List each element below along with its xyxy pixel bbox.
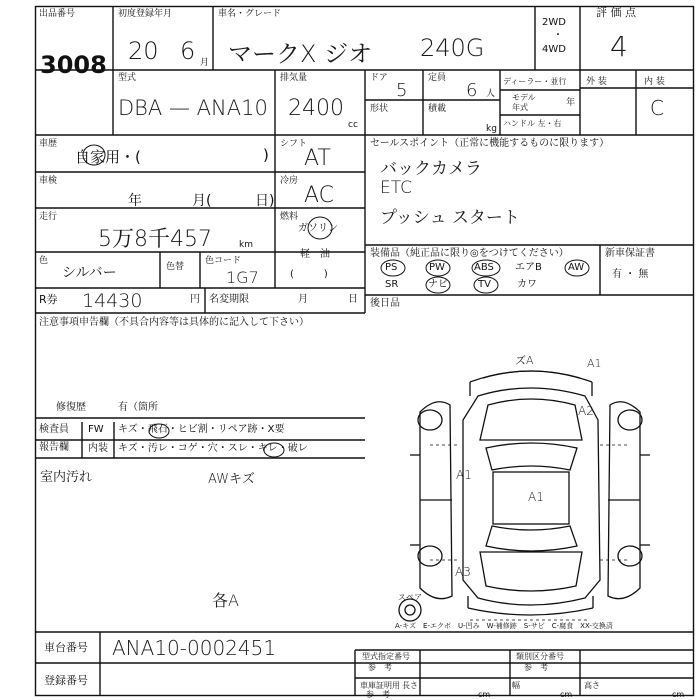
shaken-label: 車検 bbox=[39, 176, 58, 186]
recycle-unit: 円 bbox=[190, 294, 200, 305]
color: シルバー bbox=[62, 265, 117, 281]
width-unit: cm bbox=[560, 690, 573, 699]
car-name: マークX ジオ bbox=[228, 40, 373, 68]
mileage-unit: km bbox=[239, 240, 253, 250]
shaken-day: 日) bbox=[255, 193, 275, 209]
sales-point: バックカメラ bbox=[380, 159, 482, 179]
model-year-label-2: 年式 bbox=[512, 103, 528, 112]
first-registration-label: 初度登録年月 bbox=[118, 9, 173, 19]
color-change-label: 色替 bbox=[166, 262, 185, 272]
shaken-year: 年 bbox=[128, 193, 142, 209]
history-value: 自家用・( bbox=[75, 148, 141, 166]
shape-label: 形状 bbox=[370, 104, 389, 114]
car-name-label: 車名・グレード bbox=[218, 9, 282, 19]
model-year-unit: 年 bbox=[566, 98, 576, 108]
handle-label: ハンドル 左・右 bbox=[503, 119, 562, 128]
equip-ps: PS bbox=[385, 262, 398, 273]
width-label: 幅 bbox=[512, 681, 520, 690]
damage-mark: A1 bbox=[587, 357, 602, 370]
interior-label: 内 装 bbox=[644, 77, 665, 87]
repair-history-label: 修復歴 bbox=[56, 402, 86, 413]
inspector-note: 各A bbox=[212, 591, 239, 610]
repair-history-value: 有（箇所 bbox=[118, 402, 158, 413]
interior-score: C bbox=[650, 96, 664, 120]
recycle-label: R券 bbox=[39, 293, 58, 306]
recycle-value: 14430 bbox=[82, 290, 143, 312]
mileage: 5万8千457 bbox=[98, 227, 212, 252]
registration-label: 登録番号 bbox=[44, 674, 88, 687]
score-label: 評 価 点 bbox=[596, 6, 636, 19]
score: 4 bbox=[610, 30, 628, 63]
shift-label: シフト bbox=[280, 139, 308, 149]
color-code: 1G7 bbox=[226, 268, 259, 287]
equip-leather: カワ bbox=[517, 279, 537, 290]
exterior-label: 外 装 bbox=[586, 77, 607, 87]
equip-tv: TV bbox=[478, 279, 491, 290]
length-label: 長さ bbox=[402, 681, 418, 690]
warranty-value: 有 ・ 無 bbox=[612, 269, 649, 280]
grade: 240G bbox=[420, 34, 485, 62]
drive-dot: ・ bbox=[553, 30, 563, 41]
history-close: ) bbox=[263, 146, 269, 164]
fuel-paren: ( ) bbox=[290, 269, 328, 280]
damage-mark: A2 bbox=[578, 404, 594, 418]
fw-label: FW bbox=[88, 424, 104, 435]
car-diagram bbox=[399, 371, 650, 621]
height-label: 高さ bbox=[584, 681, 600, 690]
chassis-number: ANA10-0002451 bbox=[112, 636, 277, 660]
class-number-label: 類別区分番号 bbox=[516, 652, 564, 661]
model-label: 型式 bbox=[118, 73, 137, 83]
equip-navi: ナビ bbox=[428, 279, 448, 290]
inspector-note: AWキズ bbox=[208, 472, 255, 487]
shift: AT bbox=[304, 146, 331, 171]
load-unit: kg bbox=[486, 124, 497, 134]
load-label: 積載 bbox=[428, 104, 447, 114]
warranty-label: 新車保証書 bbox=[605, 248, 655, 259]
type-designation-label: 型式指定番号 bbox=[362, 652, 410, 661]
drive-2wd: 2WD bbox=[542, 17, 566, 28]
displacement: 2400 bbox=[288, 96, 344, 121]
month-unit: 月 bbox=[200, 58, 210, 68]
spare-label: スペア bbox=[398, 593, 422, 602]
class-number-ref: 参 考 bbox=[524, 663, 548, 672]
model: DBA — ANA10 bbox=[118, 96, 268, 120]
damage-legend: A-キズ E-エクボ U-凹み W-補修跡 S-サビ C-腐食 XX-交換済 bbox=[395, 622, 613, 630]
damage-mark: A1 bbox=[456, 468, 472, 482]
capacity: 6 bbox=[466, 80, 478, 101]
later-items-label: 後日品 bbox=[370, 298, 400, 309]
sales-point: プッシュ スタート bbox=[380, 208, 520, 228]
displacement-label: 排気量 bbox=[280, 73, 308, 83]
type-designation-ref: 参 考 bbox=[368, 663, 392, 672]
dealer-label: ディーラー・並行 bbox=[503, 77, 567, 86]
equipment-label: 装備品（純正品に限り◎をつけてください） bbox=[370, 248, 569, 259]
equip-airbag: エアB bbox=[515, 262, 542, 273]
color-code-label: 色コード bbox=[205, 256, 242, 266]
damage-mark: A1 bbox=[528, 490, 544, 504]
doors-label: ドア bbox=[370, 73, 388, 83]
capacity-label: 定員 bbox=[428, 73, 447, 83]
doors: 5 bbox=[396, 80, 408, 101]
interior-inspect-items: キズ・汚レ・コゲ・穴・スレ・キレ・破レ bbox=[118, 443, 308, 454]
fuel-diesel: 軽 油 bbox=[300, 249, 330, 260]
sales-point: ETC bbox=[380, 178, 412, 198]
inspector-note: 室内汚れ bbox=[40, 470, 93, 485]
notes-label: 注意事項申告欄（不具合内容等は具体的に記入して下さい） bbox=[39, 317, 309, 328]
fuel-gas: ガソリン bbox=[298, 223, 338, 234]
interior-inspect-label: 内装 bbox=[88, 443, 108, 454]
shaken-month: 月( bbox=[192, 193, 212, 209]
fw-items: キズ・飛石・ヒビ割・リペア跡・X要 bbox=[118, 424, 285, 435]
equip-abs: ABS bbox=[474, 262, 494, 273]
displacement-unit: cc bbox=[348, 120, 358, 130]
first-registration-year: 20 bbox=[128, 37, 159, 65]
length-unit: cm bbox=[478, 690, 491, 699]
damage-mark: A3 bbox=[455, 565, 471, 579]
model-year-label-1: モデル bbox=[512, 93, 536, 102]
drive-4wd: 4WD bbox=[542, 44, 566, 55]
history-label: 車歴 bbox=[39, 139, 58, 149]
lot-number: 3008 bbox=[40, 51, 107, 79]
deadline-month: 月 bbox=[298, 294, 308, 305]
chassis-label: 車台番号 bbox=[44, 641, 88, 654]
inspector-label: 検査員 bbox=[39, 424, 69, 435]
fuel-label: 燃料 bbox=[280, 212, 299, 222]
deadline-day: 日 bbox=[348, 294, 358, 305]
height-unit: cm bbox=[672, 690, 685, 699]
first-registration-month: 6 bbox=[180, 37, 196, 65]
lot-number-label: 出品番号 bbox=[39, 9, 76, 19]
mileage-label: 走行 bbox=[39, 212, 58, 222]
garage-cert-label: 車庫証明用 bbox=[360, 681, 400, 690]
color-label: 色 bbox=[39, 256, 49, 266]
name-change-deadline-label: 名変期限 bbox=[209, 294, 249, 305]
damage-mark: ズA bbox=[515, 354, 534, 367]
equip-aw: AW bbox=[568, 262, 585, 273]
equip-pw: PW bbox=[429, 262, 445, 273]
ac: AC bbox=[304, 183, 335, 208]
inspector-label-2: 報告欄 bbox=[39, 442, 69, 453]
garage-cert-ref: 参 考 bbox=[366, 690, 390, 699]
ac-label: 冷房 bbox=[280, 176, 299, 186]
sales-points-label: セールスポイント（正常に機能するものに限ります） bbox=[370, 138, 610, 149]
equip-sr: SR bbox=[385, 279, 399, 290]
capacity-unit: 人 bbox=[486, 89, 496, 99]
